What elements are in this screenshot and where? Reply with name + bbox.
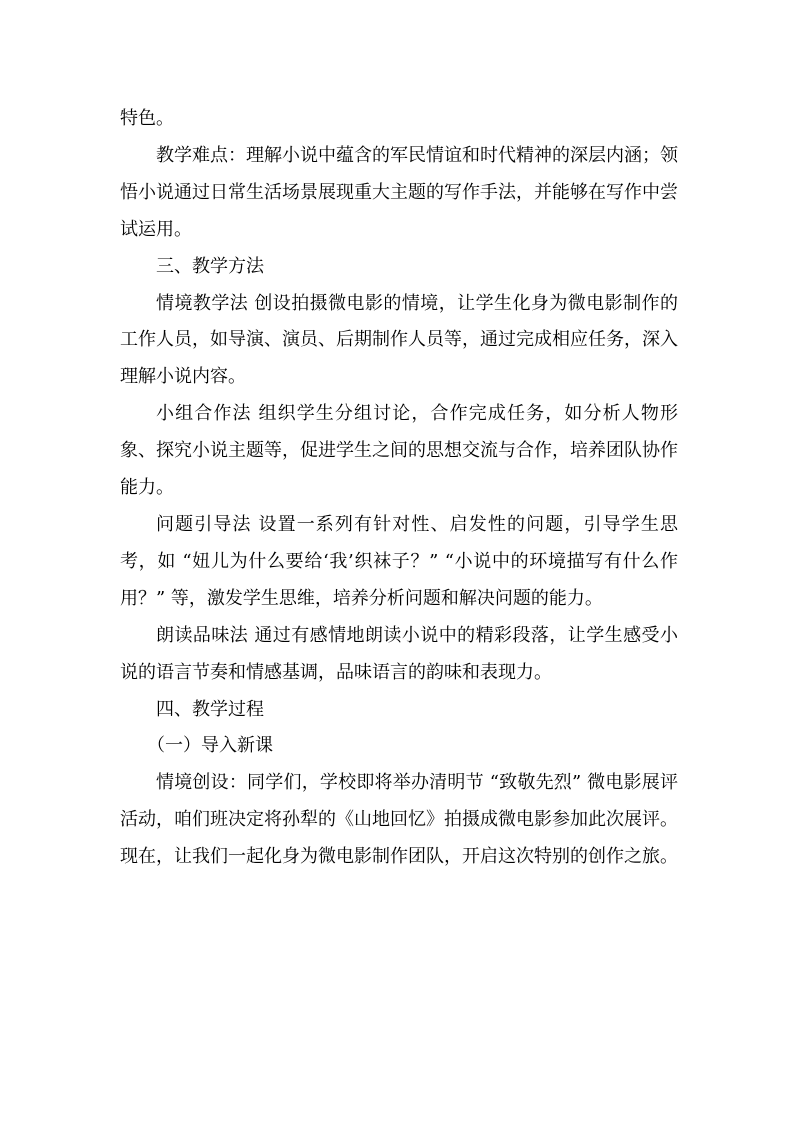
subsection-heading-intro: （一）导入新课: [147, 735, 273, 757]
section-heading-process: 四、教学过程: [156, 698, 264, 720]
paragraph-1: 特色。: [120, 108, 174, 129]
paragraph-6: 问题引导法 设置一系列有针对性、启发性的问题，引导学生思考，如 “妞儿为什么要给‘我’织袜子？” “小说中的环境描写有什么作用？” 等，激发学生思维，培养分析问题和解决问题的能力。: [120, 513, 678, 609]
paragraph-10: 情境创设：同学们，学校即将举办清明节 “致敬先烈” 微电影展评活动，咱们班决定将孙犁的《山地回忆》拍摄成微电影参加此次展评。现在，让我们一起化身为微电影制作团队，开启这次特别的创作之旅。: [120, 772, 678, 868]
paragraph-5: 小组合作法 组织学生分组讨论，合作完成任务，如分析人物形象、探究小说主题等，促进学生之间的思想交流与合作，培养团队协作能力。: [120, 403, 678, 499]
paragraph-7: 朗读品味法 通过有感情地朗读小说中的精彩段落，让学生感受小说的语言节奏和情感基调，品味语言的韵味和表现力。: [120, 624, 678, 683]
paragraph-2: 教学难点：理解小说中蕴含的军民情谊和时代精神的深层内涵；领悟小说通过日常生活场景展现重大主题的写作手法，并能够在写作中尝试运用。: [120, 144, 678, 240]
paragraph-4: 情境教学法 创设拍摄微电影的情境，让学生化身为微电影制作的工作人员，如导演、演员、后期制作人员等，通过完成相应任务，深入理解小说内容。: [120, 292, 678, 388]
document-body: [120, 101, 678, 876]
section-heading-methods: 三、教学方法: [156, 255, 264, 277]
